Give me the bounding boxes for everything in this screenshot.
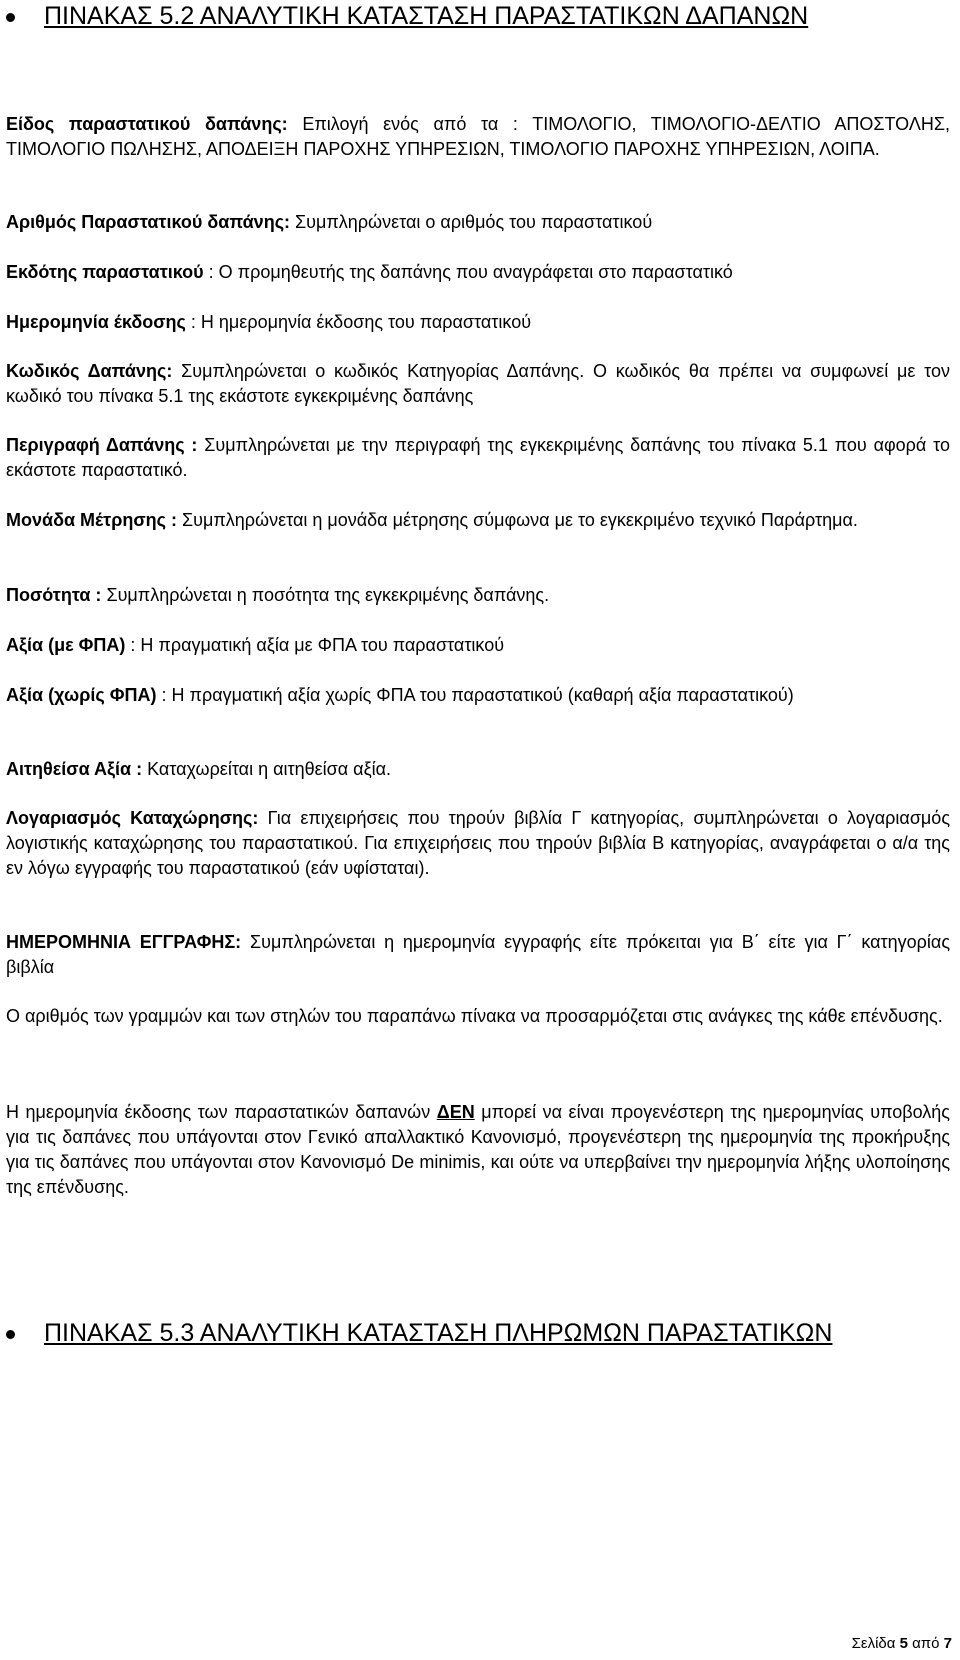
field-desc: Για επιχειρήσεις που τηρούν βιβλία Γ κατηγορίας, συμπληρώνεται ο λογαριασμός λογιστικής καταχώρησης του παραστατικού. Για επιχειρήσεις που τηρούν βιβλία Β κατηγορίας, αναγράφεται ο α/α της εν λόγω εγγραφής του παραστατικού (εάν υφίσταται). (6, 808, 950, 878)
field-desc: Καταχωρείται η αιτηθείσα αξία. (142, 759, 392, 779)
field-description-value-net (6, 683, 950, 708)
field-description-entry-date (6, 930, 950, 980)
field-desc: Συμπληρώνεται ο αριθμός του παραστατικού (290, 212, 653, 232)
footer-prefix: Σελίδα (851, 1635, 900, 1652)
field-description-unit (6, 508, 950, 533)
field-description-issuer (6, 260, 950, 285)
field-term: Εκδότης παραστατικού (6, 262, 204, 282)
field-description-type (6, 112, 950, 162)
field-desc: Συμπληρώνεται η ποσότητα της εγκεκριμένης δαπάνης. (101, 585, 550, 605)
heading-text: ΠΙΝΑΚΑΣ 5.3 ΑΝΑΛΥΤΙΚΗ ΚΑΤΑΣΤΑΣΗ ΠΛΗΡΩΜΩΝ ΠΑΡΑΣΤΑΤΙΚΩΝ (44, 1319, 833, 1347)
field-description-number (6, 210, 950, 235)
field-term: Ημερομηνία έκδοσης (6, 312, 186, 332)
field-desc: Συμπληρώνεται η ημερομηνία εγγραφής είτε πρόκειται για Β΄ είτε για Γ΄ κατηγορίας βιβλία (6, 932, 951, 977)
field-description-account (6, 806, 950, 881)
note-issue-date-restriction (6, 1100, 950, 1200)
field-description-value-vat (6, 633, 950, 658)
field-desc: : Η πραγματική αξία χωρίς ΦΠΑ του παραστατικού (καθαρή αξία παραστατικού) (156, 685, 794, 705)
field-term: Αιτηθείσα Αξία : (6, 759, 143, 779)
field-term: Αξία (χωρίς ΦΠΑ) (6, 685, 157, 705)
field-desc: Επιλογή ενός από τα : ΤΙΜΟΛΟΓΙΟ, ΤΙΜΟΛΟΓΙΟ-ΔΕΛΤΙΟ ΑΠΟΣΤΟΛΗΣ, ΤΙΜΟΛΟΓΙΟ ΠΩΛΗΣΗΣ, ΑΠΟΔΕΙΞΗ ΠΑΡΟΧΗΣ ΥΠΗΡΕΣΙΩΝ, ΤΙΜΟΛΟΓΙΟ ΠΑΡΟΧΗΣ ΥΠΗΡΕΣΙΩΝ, ΛΟΙΠΑ. (6, 114, 950, 159)
field-term: Αριθμός Παραστατικού δαπάνης: (6, 212, 291, 232)
field-term: Κωδικός Δαπάνης: (6, 361, 173, 381)
field-desc: Συμπληρώνεται η μονάδα μέτρησης σύμφωνα με το εγκεκριμένο τεχνικό Παράρτημα. (177, 510, 858, 530)
field-desc: Συμπληρώνεται ο κωδικός Κατηγορίας Δαπάνης. Ο κωδικός θα πρέπει να συμφωνεί με τον κωδικό του πίνακα 5.1 της εκάστοτε εγκεκριμένης δαπάνης (6, 361, 950, 406)
section-heading-5-3 (6, 1317, 956, 1350)
heading-text: ΠΙΝΑΚΑΣ 5.2 ΑΝΑΛΥΤΙΚΗ ΚΑΤΑΣΤΑΣΗ ΠΑΡΑΣΤΑΤΙΚΩΝ ΔΑΠΑΝΩΝ (44, 2, 809, 30)
note-rows-columns: Ο αριθμός των γραμμών και των στηλών του παραπάνω πίνακα να προσαρμόζεται στις ανάγκες της κάθε επένδυσης. (6, 1006, 943, 1026)
field-description-issue-date (6, 310, 950, 335)
field-desc: : Η πραγματική αξία με ΦΠΑ του παραστατικού (125, 635, 505, 655)
field-term: Μονάδα Μέτρησης : (6, 510, 177, 530)
field-term: Αξία (με ΦΠΑ) (6, 635, 126, 655)
section-heading-5-2 (6, 0, 956, 33)
field-description-requested-value (6, 757, 950, 782)
field-term: Είδος παραστατικού δαπάνης: (6, 114, 288, 134)
note-emphasis: ΔΕΝ (436, 1102, 475, 1122)
footer-page-number: 5 (899, 1635, 908, 1652)
field-desc: : Η ημερομηνία έκδοσης του παραστατικού (185, 312, 532, 332)
field-desc: : Ο προμηθευτής της δαπάνης που αναγράφεται στο παραστατικό (203, 262, 733, 282)
note-text-before: Η ημερομηνία έκδοσης των παραστατικών δαπανών (6, 1102, 437, 1122)
footer-page-total: 7 (943, 1635, 952, 1652)
field-desc: Συμπληρώνεται με την περιγραφή της εγκεκριμένης δαπάνης του πίνακα 5.1 που αφορά το εκάστοτε παραστατικό. (6, 435, 950, 480)
bullet-icon (6, 13, 15, 22)
footer-middle: από (907, 1635, 944, 1652)
note-text-after: μπορεί να είναι προγενέστερη της ημερομηνίας υποβολής για τις δαπάνες που υπάγονται στον Γενικό απαλλακτικό Κανονισμό, προγενέστερη της ημερομηνία της προκήρυξης για τις δαπάνες που υπάγονται στον Κανονισμό De minimis, και ούτε να υπερβαίνει την ημερομηνία λήξης υλοποίησης της επένδυσης. (6, 1102, 950, 1197)
field-description-expense-code (6, 359, 950, 409)
field-term: Λογαριασμός Καταχώρησης: (6, 808, 259, 828)
field-term: Ποσότητα : (6, 585, 102, 605)
field-description-expense-text (6, 433, 950, 483)
bullet-icon (6, 1330, 15, 1339)
field-description-quantity (6, 583, 950, 608)
field-term: Περιγραφή Δαπάνης : (6, 435, 198, 455)
page-footer (852, 1634, 952, 1654)
field-term: ΗΜΕΡΟΜΗΝΙΑ ΕΓΓΡΑΦΗΣ: (6, 932, 242, 952)
